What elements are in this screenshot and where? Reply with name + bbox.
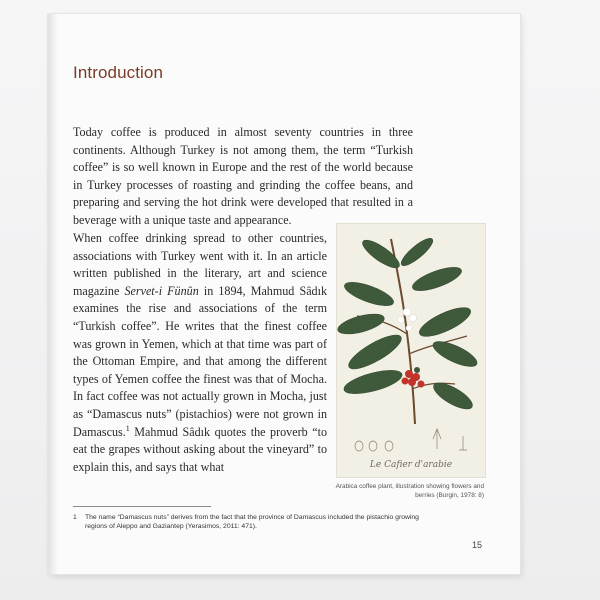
column-text-part-2: in 1894, Mahmud Sâdık examines the rise and associations of the term “Turkish coffee”. He writes that the finest coffee was grown in Yemen, which at that time was part of the Ottoman Empire, and that among the different types of Yemen coffee the finest was that of Mocha. In fact coffee was not actually grown in Mocha, just as “Damascus nuts” (pistachios) were not grown in Damascus. [73, 283, 328, 439]
leaf [342, 278, 396, 311]
page-number: 15 [472, 540, 483, 550]
footnote-number: 1 [73, 514, 77, 521]
footnote-reference: 1 [125, 423, 130, 433]
seed-sketch [369, 441, 377, 451]
flower [403, 308, 411, 316]
leaf-group [337, 235, 480, 414]
flower-group [398, 308, 417, 331]
leaf [359, 236, 403, 273]
flower [398, 317, 404, 323]
section-heading: Introduction [73, 63, 164, 82]
coffee-plant-illustration [336, 223, 486, 478]
leaf [337, 310, 386, 338]
footnote-text: The name “Damascus nuts” derives from the fact that the province of Damascus included the pistachio growing regions of Aleppo and Gaziantep (Yerasimos, 2011: 471). [85, 514, 419, 530]
page-gutter-shadow [48, 14, 58, 574]
footnote-divider [73, 506, 211, 507]
column-paragraph [73, 230, 327, 476]
leaf [398, 235, 436, 270]
coffee-plant-drawing [337, 224, 485, 477]
berry [405, 370, 413, 378]
flower [410, 315, 417, 322]
footnote [73, 513, 433, 531]
flower-sketch [433, 429, 441, 449]
berry [418, 381, 425, 388]
column-text-part-3: Mahmud Sâdık quotes the proverb “to eat the grapes without asking about the vineyard” to explain this, and says that what [73, 424, 327, 474]
seed-studies [355, 429, 467, 451]
figure-caption: Arabica coffee plant, illustration showing flowers and berries (Burgin, 1978: 8) [335, 483, 484, 499]
plate-inscription: Le Cafier d'arabie [369, 460, 453, 470]
leaf [430, 337, 480, 372]
leaf [410, 263, 464, 296]
berry-group [402, 367, 425, 388]
unripe-berry [414, 367, 420, 373]
berry [402, 378, 409, 385]
leaf [342, 366, 405, 399]
column-text-part-1: When coffee drinking spread to other countries, associations with Turkey went with it. In an article written published in the literary, art and science magazine [73, 231, 327, 298]
intro-paragraph: Today coffee is produced in almost seventy countries in three continents. Although Turkey is not among them, the term “Turkish coffee” is so well known in Europe and the rest of the world because in Turkey processes of roasting and grinding the coffee beans, and preparing and serving the hot drink were developed that resulted in a beverage with a unique taste and appearance. [73, 125, 413, 227]
berry [408, 378, 416, 386]
flower [406, 325, 412, 331]
stamen-sketch [459, 436, 467, 450]
seed-sketch [385, 441, 393, 451]
seed-sketch [355, 441, 363, 451]
leaf [345, 329, 406, 375]
magazine-title: Servet-i Fünûn [124, 283, 199, 298]
